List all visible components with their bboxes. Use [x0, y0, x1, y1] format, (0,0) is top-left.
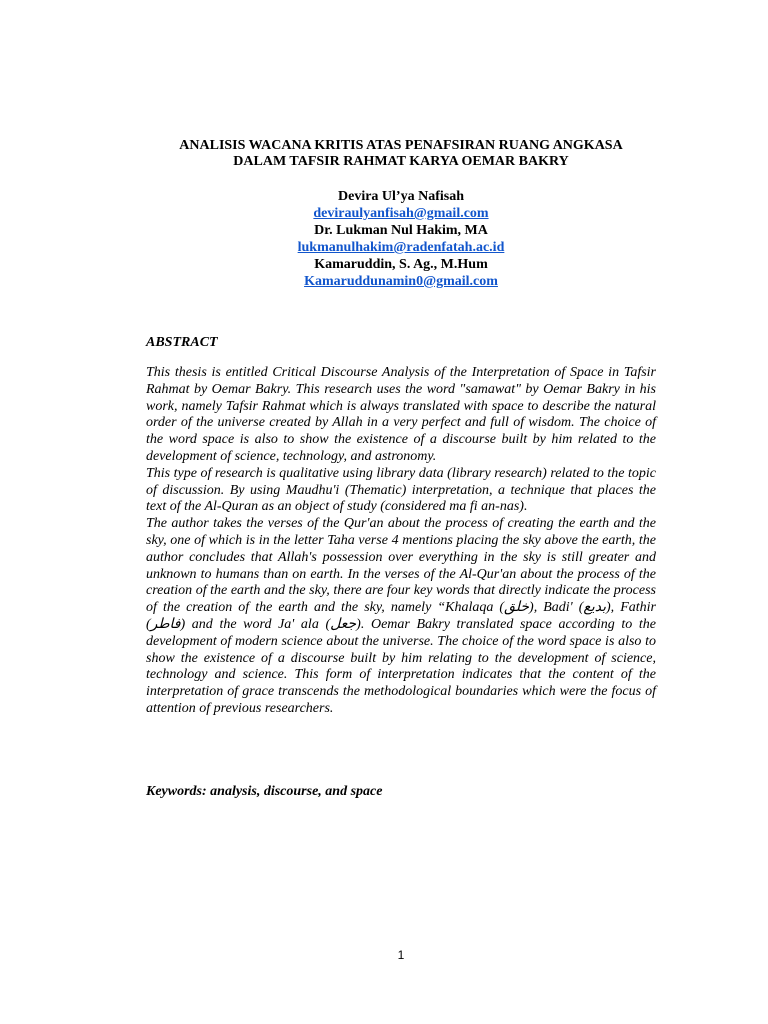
abstract-body [146, 365, 656, 718]
author-name: Dr. Lukman Nul Hakim, MA [314, 223, 488, 238]
author-email-link[interactable]: deviraulyanfisah@gmail.com [313, 206, 489, 221]
paper-title [100, 138, 702, 170]
abstract-paragraph: This thesis is entitled Critical Discourse Analysis of the Interpretation of Space in Tafsir Rahmat by Oemar Bakry. This research uses the word "samawat" by Oemar Bakry in his work, namely Tafsir Rahmat which is always translated with space to describe the natural order of the universe created by Allah in a very perfect and full of wisdom. The choice of the word space is also to show the existence of a discourse built by him related to the development of science, technology, and astronomy. [146, 365, 656, 464]
author-name: Kamaruddin, S. Ag., M.Hum [314, 257, 488, 272]
author-email-link[interactable]: Kamaruddunamin0@gmail.com [304, 274, 498, 289]
keywords-line: Keywords: analysis, discourse, and space [146, 784, 383, 799]
page-number: 1 [397, 948, 405, 962]
title-line-2: DALAM TAFSIR RAHMAT KARYA OEMAR BAKRY [233, 154, 569, 169]
author-email-link[interactable]: lukmanulhakim@radenfatah.ac.id [297, 240, 505, 255]
author-block [100, 188, 702, 290]
author-name: Devira Ul’ya Nafisah [338, 189, 464, 204]
abstract-paragraph: This type of research is qualitative using library data (library research) related to the topic of discussion. By using Maudhu'i (Thematic) interpretation, a technique that places the text of the Al-Quran as an object of study (considered ma fi an-nas). [146, 465, 656, 515]
abstract-heading: ABSTRACT [146, 335, 218, 350]
abstract-paragraph: The author takes the verses of the Qur'an about the process of creating the earth and the sky, one of which is in the letter Taha verse 4 mentions placing the sky above the earth, the author concludes that Allah's possession over everything in the sky is still greater and unknown to humans than on earth. In the verses of the Al-Qur'an about the process of the creation of the earth and the sky, there are four key words that directly indicate the process of the creation of the earth and the sky, namely “Khalaqa (خلق), Badi' (بديع), Fathir (فاطر) and the word Ja' ala (جعل). Oemar Bakry translated space according to the development of modern science about the universe. The choice of the word space is also to show the existence of a discourse built by him relating to the development of science, technology and science. This form of interpretation indicates that the content of the interpretation of grace transcends the methodological boundaries which were the focus of attention of previous researchers. [146, 516, 656, 716]
title-line-1: ANALISIS WACANA KRITIS ATAS PENAFSIRAN RUANG ANGKASA [179, 138, 623, 153]
